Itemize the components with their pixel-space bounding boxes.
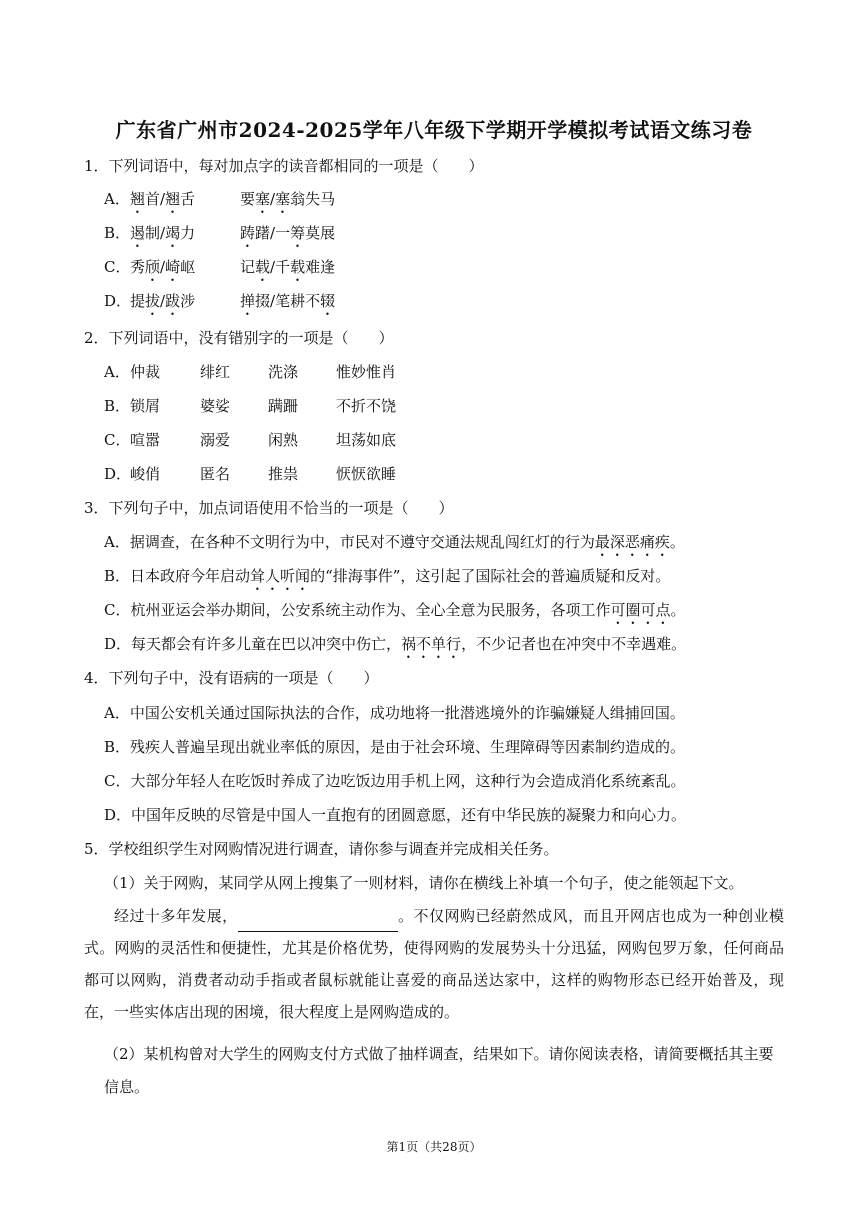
text: /千 [270, 258, 291, 276]
q1-option [104, 291, 336, 311]
q2-word: 坦荡如底 [336, 431, 397, 449]
question-1-stem: 1．下列词语中，每对加点字的读音都相同的一项是（ ） [84, 157, 484, 175]
q2-word: 洗涤 [268, 363, 299, 381]
q1-word-a [130, 291, 195, 319]
q2-word: 婆娑 [200, 397, 231, 415]
q4-option-a: A．中国公安机关通过国际执法的合作，成功地将一批潜逃境外的诈骗嫌疑人缉捕回国。 [104, 704, 685, 722]
text: 难逢 [305, 258, 336, 276]
q5-material-pre: 经过十多年发展， [114, 907, 238, 925]
q1-option [104, 223, 336, 243]
option-label: D． [104, 465, 132, 483]
q1-option [104, 257, 336, 277]
dotted-char: 崎 [165, 258, 181, 276]
q5-sub2-cont: 信息。 [104, 1078, 150, 1096]
dotted-char: 载 [290, 258, 306, 276]
q4-option-d: D．中国年反映的尽管是中国人一直抱有的团圆意愿，还有中华民族的凝聚力和向心力。 [104, 806, 687, 824]
text: 掇/笔耕不 [255, 292, 321, 310]
question-4-stem: 4．下列句子中，没有语病的一项是（ ） [84, 669, 379, 687]
text: / [270, 190, 276, 208]
q2-word: 喧嚣 [130, 431, 161, 449]
q2-word: 锁屑 [130, 397, 161, 415]
q2-word: 推祟 [268, 465, 299, 483]
question-5-stem: 5．学校组织学生对网购情况进行调查，请你参与调查并完成相关任务。 [84, 840, 559, 858]
option-label: D． [104, 292, 132, 310]
dotted-phrase: 祸不单行 [401, 635, 462, 653]
q5-sub2: （2）某机构曾对大学生的网购支付方式做了抽样调查，结果如下。请你阅读表格，请简要概括其主要 [104, 1045, 774, 1063]
option-label: B． [104, 224, 131, 242]
text: 记 [240, 258, 256, 276]
text: 。 [670, 601, 686, 619]
fill-in-blank[interactable] [238, 916, 398, 932]
dotted-char: 跋 [165, 292, 181, 310]
q2-word: 不折不饶 [336, 397, 397, 415]
text: 杭州亚运会举办期间，公安系统主动作为、全心全意为民服务，各项工作 [130, 601, 611, 619]
dotted-char: 翘 [130, 190, 146, 208]
option-label: A． [104, 190, 130, 208]
option-label: B． [104, 567, 131, 585]
option-label: A． [104, 363, 130, 381]
q2-word: 匿名 [200, 465, 231, 483]
q2-option [104, 396, 397, 416]
q5-material-post: 。不仅网购已经蔚然成风，而且开网店也成为一种创业模式。网购的灵活性和便捷性，尤其是价格优势，使得网购的发展势头十分迅猛，网购包罗万象，任何商品都可以网购，消费者动动手指或者鼠标就能让喜爱的商品送达家中，这样的购物形态已经开始普及，现在，一些实体店出现的困境，很大程度上是网购造成的。 [84, 907, 784, 1021]
dotted-char: 辍 [320, 292, 336, 310]
q1-word-b [240, 223, 335, 251]
q1-word-a [130, 223, 195, 251]
q2-option [104, 430, 397, 450]
text: 提 [130, 292, 146, 310]
q2-option [104, 464, 397, 484]
dotted-char: 踌 [240, 224, 256, 242]
text: 秀 [130, 258, 146, 276]
q1-word-b [240, 189, 335, 217]
text: ，不少记者也在冲突中不幸遇难。 [461, 635, 687, 653]
text: 岖 [180, 258, 196, 276]
dotted-phrase: 耸人听闻 [250, 567, 311, 585]
option-label: D． [104, 635, 132, 653]
text: 每天都会有许多儿童在巴以冲突中伤亡， [131, 635, 402, 653]
q2-word: 仲裁 [130, 363, 161, 381]
dotted-char: 载 [255, 258, 271, 276]
q4-option-b: B．残疾人普遍呈现出就业率低的原因，是由于社会环境、生理障碍等因素制约造成的。 [104, 738, 686, 756]
page-title: 广东省广州市2024-2025学年八年级下学期开学模拟考试语文练习卷 [115, 118, 753, 142]
text: 制/ [145, 224, 166, 242]
text: 翁失马 [290, 190, 336, 208]
text: / [160, 292, 166, 310]
q2-word: 峻俏 [130, 465, 161, 483]
dotted-char: 塞 [275, 190, 291, 208]
text: 力 [180, 224, 196, 242]
q5-sub1: （1）关于网购，某同学从网上搜集了一则材料，请你在横线上补填一个句子，使之能领起下文。 [104, 874, 744, 892]
question-2-stem: 2．下列词语中，没有错别字的一项是（ ） [84, 329, 394, 347]
page-footer: 第1页（共28页） [386, 1140, 482, 1154]
q5-material [84, 900, 784, 1028]
q2-word: 恹恹欲睡 [336, 465, 397, 483]
dotted-char: 竭 [165, 224, 181, 242]
text: 。 [669, 533, 685, 551]
q2-word: 蹒跚 [268, 397, 299, 415]
option-label: C． [104, 431, 131, 449]
text: 躇/一 [255, 224, 291, 242]
q1-option [104, 189, 336, 209]
q1-word-b [240, 291, 335, 319]
q3-option [104, 566, 670, 594]
text: 的“排海事件”，这引起了国际社会的普遍质疑和反对。 [310, 567, 671, 585]
option-label: B． [104, 397, 131, 415]
dotted-char: 塞 [255, 190, 271, 208]
dotted-char: 筹 [290, 224, 306, 242]
text: 涉 [180, 292, 196, 310]
q1-word-a [130, 189, 195, 217]
q4-option-c: C．大部分年轻人在吃饭时养成了边吃饭边用手机上网，这种行为会造成消化系统紊乱。 [104, 772, 686, 790]
text: 首/ [145, 190, 166, 208]
text: 据调查，在各种不文明行为中，市民对不遵守交通法规乱闯红灯的行为 [129, 533, 595, 551]
text: 日本政府今年启动 [130, 567, 251, 585]
q2-word: 闲熟 [268, 431, 299, 449]
question-3-stem: 3．下列句子中，加点词语使用不恰当的一项是（ ） [84, 499, 454, 517]
text: / [160, 258, 166, 276]
q1-word-b [240, 257, 335, 285]
dotted-char: 掸 [240, 292, 256, 310]
text: 莫展 [305, 224, 336, 242]
q3-option [104, 532, 685, 560]
q3-option [104, 634, 686, 662]
q1-word-a [130, 257, 195, 285]
dotted-char: 遏 [130, 224, 146, 242]
q2-word: 惟妙惟肖 [336, 363, 397, 381]
q2-word: 绯红 [200, 363, 231, 381]
q2-option [104, 362, 397, 382]
q3-option [104, 600, 686, 628]
dotted-phrase: 可圈可点 [610, 601, 671, 619]
q2-word: 溺爱 [200, 431, 231, 449]
text: 要 [240, 190, 256, 208]
dotted-char: 翘 [165, 190, 181, 208]
option-label: C． [104, 601, 131, 619]
dotted-char: 颀 [145, 258, 161, 276]
option-label: A． [104, 533, 130, 551]
dotted-char: 拔 [145, 292, 161, 310]
text: 舌 [180, 190, 196, 208]
option-label: C． [104, 258, 131, 276]
dotted-phrase: 最深恶痛疾 [594, 533, 670, 551]
